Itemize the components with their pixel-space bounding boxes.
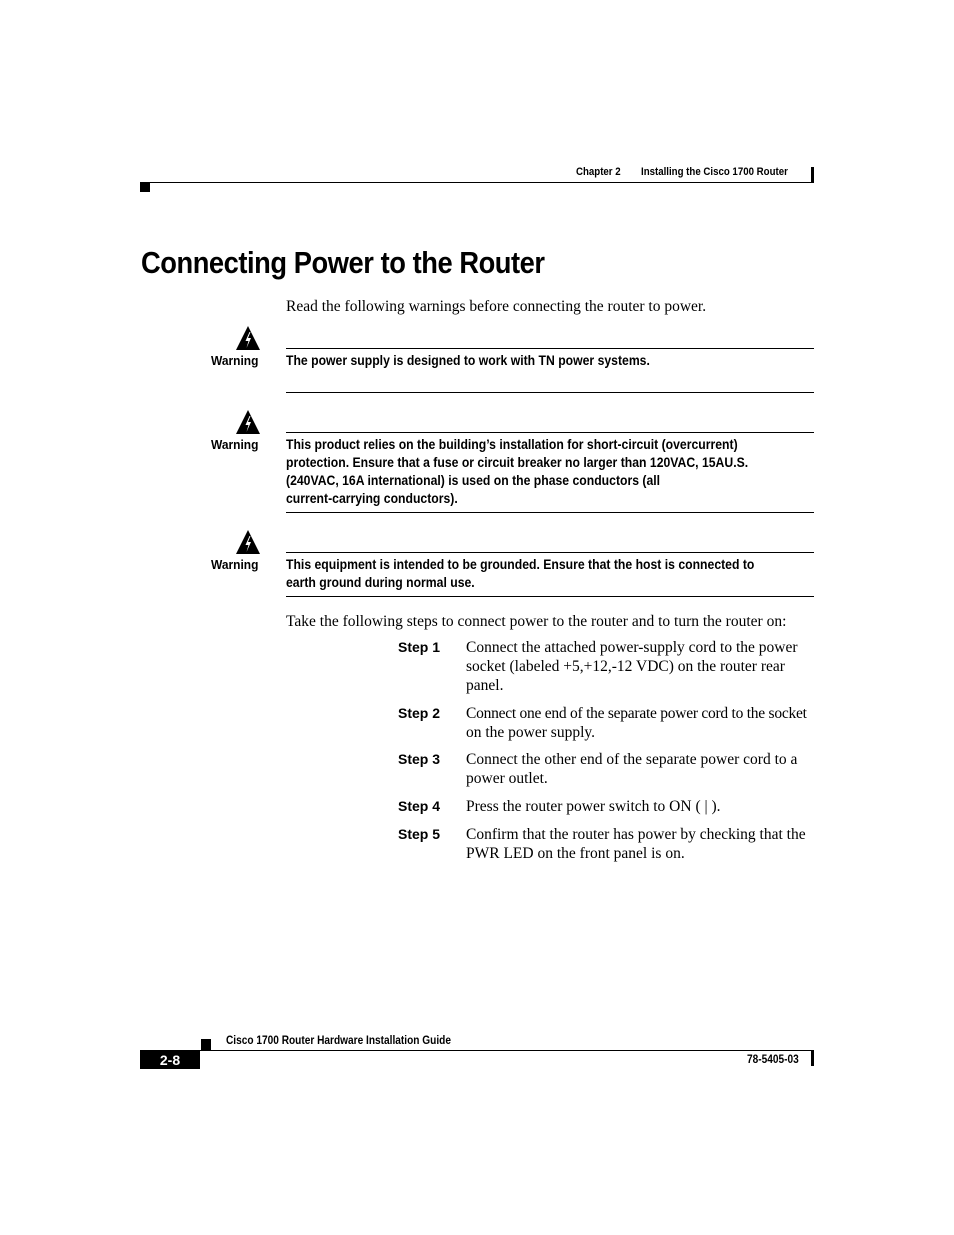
page-title: Connecting Power to the Router	[141, 245, 545, 280]
warning-text	[286, 556, 820, 592]
step-text	[466, 704, 816, 742]
warning-line: (240VAC, 16A international) is used on the phase conductors (all	[286, 473, 661, 488]
warning-top-rule	[286, 552, 814, 553]
warning-bottom-rule	[286, 596, 814, 597]
warning-triangle-icon	[235, 325, 261, 351]
footer-marker-block	[201, 1039, 211, 1050]
step-label: Step 4	[398, 798, 441, 814]
warning-label: Warning	[211, 353, 259, 368]
step-text	[466, 825, 816, 863]
warning-text	[286, 352, 820, 370]
step-text	[466, 638, 816, 695]
step-label: Step 1	[398, 639, 441, 655]
warning-bottom-rule	[286, 512, 814, 513]
step-text	[466, 797, 816, 816]
step-label: Step 5	[398, 826, 441, 842]
step-text	[466, 750, 816, 788]
footer-guide-title: Cisco 1700 Router Hardware Installation Guide	[226, 1035, 451, 1047]
step-label: Step 2	[398, 705, 441, 721]
warning-label: Warning	[211, 557, 259, 572]
steps-intro: Take the following steps to connect power to the router and to turn the router on:	[286, 613, 787, 630]
step-line: Connect the other end of the separate power cord to a	[466, 751, 798, 768]
header-chapter: Chapter 2	[576, 166, 621, 178]
step-line: power outlet.	[466, 770, 548, 787]
warning-triangle-icon	[235, 529, 261, 555]
warning-triangle-icon	[235, 409, 261, 435]
warning-line: protection. Ensure that a fuse or circuit breaker no larger than 120VAC, 15AU.S.	[286, 455, 749, 470]
warning-line: current-carrying conductors).	[286, 491, 458, 506]
step-line: on the power supply.	[466, 724, 596, 741]
step-line: PWR LED on the front panel is on.	[466, 845, 685, 862]
warning-line: This equipment is intended to be grounded. Ensure that the host is connected to	[286, 557, 755, 572]
warning-bottom-rule	[286, 392, 814, 393]
step-line: panel.	[466, 677, 504, 694]
step-line: socket (labeled +5,+12,-12 VDC) on the router rear	[466, 658, 785, 675]
footer-doc-number: 78-5405-03	[747, 1054, 799, 1066]
warning-label: Warning	[211, 437, 259, 452]
step-line: Connect one end of the separate power cord to the socket	[466, 705, 807, 722]
warning-line: The power supply is designed to work with TN power systems.	[286, 353, 650, 368]
warning-line: earth ground during normal use.	[286, 575, 475, 590]
warning-top-rule	[286, 432, 814, 433]
warning-top-rule	[286, 348, 814, 349]
header-rule	[140, 182, 814, 183]
step-line: Press the router power switch to ON ( | ).	[466, 798, 721, 815]
step-line: Confirm that the router has power by checking that the	[466, 826, 806, 843]
header-marker-bar	[811, 167, 814, 182]
header-marker-block	[140, 183, 150, 192]
footer-marker-bar	[811, 1051, 814, 1066]
step-label: Step 3	[398, 751, 441, 767]
header-chapter-title: Installing the Cisco 1700 Router	[641, 166, 788, 178]
intro-text: Read the following warnings before connecting the router to power.	[286, 298, 707, 315]
footer-rule	[140, 1050, 814, 1051]
warning-text	[286, 436, 820, 508]
step-line: Connect the attached power-supply cord to the power	[466, 639, 798, 656]
page-number: 2-8	[140, 1051, 200, 1069]
warning-line: This product relies on the building’s installation for short-circuit (overcurrent)	[286, 437, 738, 452]
